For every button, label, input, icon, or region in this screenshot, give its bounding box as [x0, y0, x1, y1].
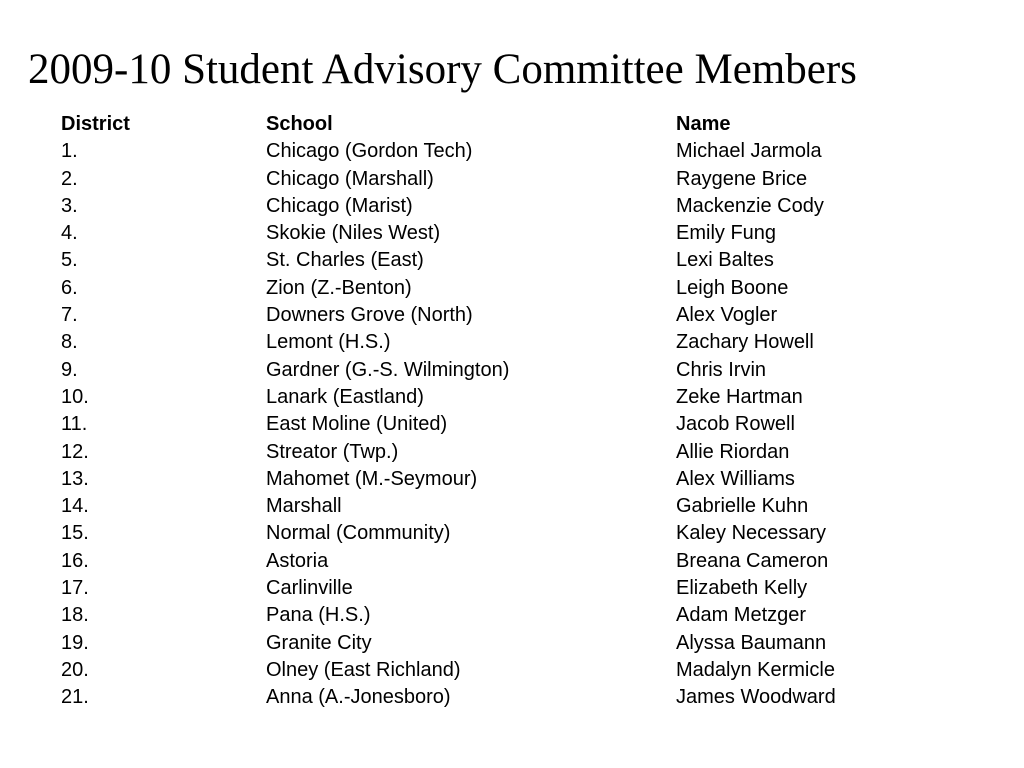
district-cell: 13.	[61, 467, 89, 490]
table-body	[61, 138, 926, 711]
school-cell: Chicago (Marist)	[266, 194, 413, 217]
district-cell: 2.	[61, 167, 78, 190]
school-cell: Chicago (Marshall)	[266, 167, 434, 190]
member-name-cell: James Woodward	[676, 686, 836, 709]
table-row	[61, 275, 926, 302]
member-name-cell: Alex Williams	[676, 467, 795, 490]
school-cell: St. Charles (East)	[266, 249, 424, 272]
table-row	[61, 520, 926, 547]
table-row	[61, 466, 926, 493]
school-cell: Granite City	[266, 631, 372, 654]
column-header-district: District	[61, 113, 130, 135]
school-cell: Pana (H.S.)	[266, 604, 371, 627]
district-cell: 7.	[61, 304, 78, 327]
member-name-cell: Jacob Rowell	[676, 413, 795, 436]
school-cell: Skokie (Niles West)	[266, 222, 441, 245]
member-name-cell: Raygene Brice	[676, 167, 808, 190]
table-row	[61, 166, 926, 193]
table-row	[61, 302, 926, 329]
district-cell: 12.	[61, 440, 89, 463]
district-cell: 10.	[61, 385, 89, 408]
table-row	[61, 247, 926, 274]
district-cell: 17.	[61, 577, 89, 600]
district-cell: 18.	[61, 604, 89, 627]
school-cell: Anna (A.-Jonesboro)	[266, 686, 451, 709]
school-cell: Lemont (H.S.)	[266, 331, 391, 354]
district-cell: 5.	[61, 249, 78, 272]
member-name-cell: Madalyn Kermicle	[676, 658, 835, 681]
school-cell: Carlinville	[266, 577, 353, 600]
table-row	[61, 548, 926, 575]
district-cell: 8.	[61, 331, 78, 354]
member-name-cell: Elizabeth Kelly	[676, 577, 808, 600]
school-cell: Lanark (Eastland)	[266, 385, 424, 408]
school-cell: Mahomet (M.-Seymour)	[266, 467, 478, 490]
page-title: 2009-10 Student Advisory Committee Members	[28, 46, 857, 93]
member-name-cell: Leigh Boone	[676, 276, 789, 299]
member-name-cell: Zeke Hartman	[676, 385, 803, 408]
table-row	[61, 220, 926, 247]
table-row	[61, 630, 926, 657]
school-cell: Astoria	[266, 549, 329, 572]
member-name-cell: Gabrielle Kuhn	[676, 495, 809, 518]
district-cell: 1.	[61, 140, 78, 163]
table-row	[61, 138, 926, 165]
school-cell: Downers Grove (North)	[266, 304, 473, 327]
district-cell: 6.	[61, 276, 78, 299]
district-cell: 3.	[61, 194, 78, 217]
member-name-cell: Mackenzie Cody	[676, 194, 824, 217]
column-header-school: School	[266, 113, 333, 135]
table-row	[61, 657, 926, 684]
member-name-cell: Kaley Necessary	[676, 522, 827, 545]
table-row	[61, 684, 926, 711]
district-cell: 21.	[61, 686, 89, 709]
member-name-cell: Michael Jarmola	[676, 140, 822, 163]
school-cell: Gardner (G.-S. Wilmington)	[266, 358, 510, 381]
table-row	[61, 575, 926, 602]
table-row	[61, 439, 926, 466]
table-row	[61, 193, 926, 220]
school-cell: Olney (East Richland)	[266, 658, 461, 681]
member-name-cell: Alyssa Baumann	[676, 631, 827, 654]
district-cell: 20.	[61, 658, 89, 681]
district-cell: 16.	[61, 549, 89, 572]
table-row	[61, 357, 926, 384]
school-cell: East Moline (United)	[266, 413, 448, 436]
school-cell: Streator (Twp.)	[266, 440, 399, 463]
member-name-cell: Adam Metzger	[676, 604, 807, 627]
member-name-cell: Breana Cameron	[676, 549, 829, 572]
district-cell: 11.	[61, 413, 88, 436]
member-name-cell: Lexi Baltes	[676, 249, 774, 272]
table-row	[61, 329, 926, 356]
member-name-cell: Chris Irvin	[676, 358, 767, 381]
member-name-cell: Emily Fung	[676, 222, 777, 245]
table-row	[61, 411, 926, 438]
member-name-cell: Alex Vogler	[676, 304, 778, 327]
members-table	[61, 111, 926, 712]
school-cell: Normal (Community)	[266, 522, 451, 545]
table-row	[61, 602, 926, 629]
school-cell: Chicago (Gordon Tech)	[266, 140, 473, 163]
table-row	[61, 493, 926, 520]
table-header-row	[61, 111, 926, 138]
district-cell: 14.	[61, 495, 89, 518]
table-row	[61, 384, 926, 411]
member-name-cell: Zachary Howell	[676, 331, 814, 354]
district-cell: 19.	[61, 631, 89, 654]
column-header-name: Name	[676, 113, 731, 135]
school-cell: Marshall	[266, 495, 342, 518]
member-name-cell: Allie Riordan	[676, 440, 790, 463]
school-cell: Zion (Z.-Benton)	[266, 276, 412, 299]
district-cell: 9.	[61, 358, 78, 381]
district-cell: 4.	[61, 222, 78, 245]
district-cell: 15.	[61, 522, 89, 545]
